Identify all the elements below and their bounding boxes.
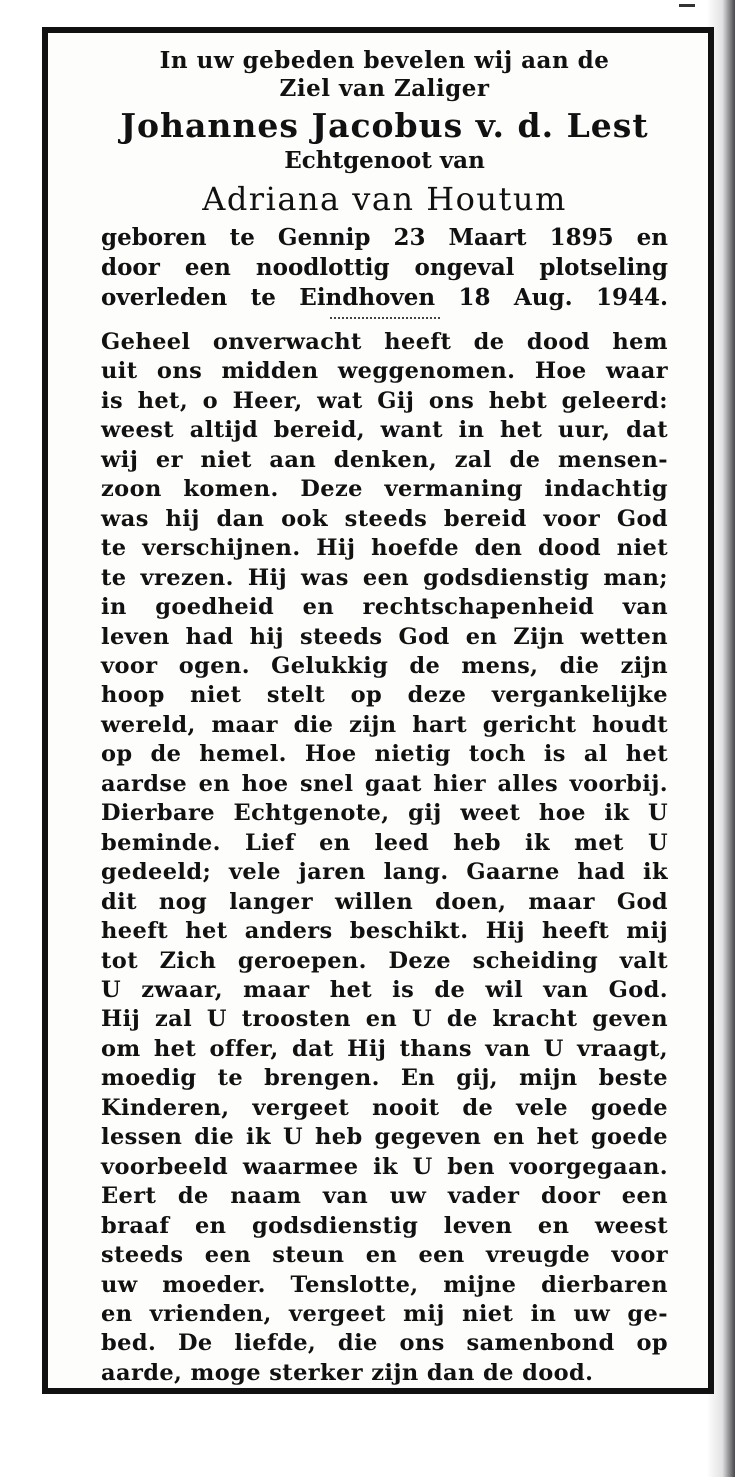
body-line: op de hemel. Hoe nietig toch is al het	[101, 741, 668, 768]
body-line: uit ons midden weggenomen. Hoe waar	[101, 358, 668, 385]
body-line: te vrezen. Hij was een godsdienstig man;	[101, 564, 668, 591]
body-line: is het, o Heer, wat Gij ons hebt geleerd:	[101, 387, 668, 414]
body-line: Geheel onverwacht heeft de dood hem	[101, 329, 668, 355]
body-line: zoon komen. Deze vermaning indachtig	[101, 476, 668, 503]
body-line: Hij zal U troosten en U de kracht geven	[101, 1006, 668, 1033]
body-line: uw moeder. Tenslotte, mijne dierbaren	[101, 1271, 668, 1298]
birth-death-line: overleden te Eindhoven 18 Aug. 1944.	[101, 284, 668, 311]
body-line: U zwaar, maar het is de wil van God.	[101, 976, 668, 1003]
dotted-divider	[330, 317, 440, 322]
body-line: steeds een steun en een vreugde voor	[101, 1242, 668, 1269]
body-line: voor ogen. Gelukkig de mens, die zijn	[101, 652, 668, 679]
body-line: moedig te brengen. En gij, mijn beste	[101, 1065, 668, 1092]
intro-line-2: Ziel van Zaliger	[279, 75, 490, 102]
body-line: lessen die ik U heb gegeven en het goede	[101, 1124, 668, 1151]
memorial-text	[101, 47, 668, 1388]
body-line: beminde. Lief en leed heb ik met U	[101, 829, 668, 856]
body-line: leven had hij steeds God en Zijn wetten	[101, 623, 668, 650]
birth-death-line: geboren te Gennip 23 Maart 1895 en	[101, 224, 668, 251]
birth-death-line: door een noodlottig ongeval plotseling	[101, 254, 668, 281]
body-line: dit nog langer willen doen, maar God	[101, 888, 668, 915]
spouse-label: Echtgenoot van	[284, 147, 485, 174]
body-line: om het offer, dat Hij thans van U vraagt,	[101, 1035, 668, 1062]
memorial-card	[42, 27, 714, 1394]
body-line: en vrienden, vergeet mij niet in uw ge-	[101, 1300, 668, 1327]
scan-mark	[679, 4, 695, 7]
body-line: aarde, moge sterker zijn dan de dood.	[101, 1359, 594, 1386]
deceased-name: Johannes Jacobus v. d. Lest	[120, 106, 649, 145]
body-line: gedeeld; vele jaren lang. Gaarne had ik	[101, 859, 668, 886]
body-line: aardse en hoe snel gaat hier alles voorbij.	[101, 770, 668, 797]
body-line: Kinderen, vergeet nooit de vele goede	[101, 1094, 668, 1121]
memorial-body-text	[101, 328, 668, 1388]
body-line: wij er niet aan denken, zal de mensen-	[101, 446, 668, 473]
body-line: was hij dan ook steeds bereid voor God	[101, 505, 668, 532]
body-line: braaf en godsdienstig leven en weest	[101, 1212, 668, 1239]
body-line: weest altijd bereid, want in het uur, dat	[101, 417, 668, 444]
body-line: in goedheid en rechtschapenheid van	[101, 594, 668, 621]
intro-line-1: In uw gebeden bevelen wij aan de	[159, 47, 610, 74]
body-line: Eert de naam van uw vader door een	[101, 1183, 668, 1210]
body-line: bed. De liefde, die ons samenbond op	[101, 1330, 668, 1357]
body-line: heeft het anders beschikt. Hij heeft mij	[101, 918, 668, 945]
body-line: hoop niet stelt op deze vergankelijke	[101, 682, 668, 709]
body-line: Dierbare Echtgenote, gij weet hoe ik U	[101, 800, 668, 827]
body-line: te verschijnen. Hij hoefde den dood niet	[101, 535, 668, 562]
body-line: tot Zich geroepen. Deze scheiding valt	[101, 947, 668, 974]
spouse-name: Adriana van Houtum	[202, 180, 567, 218]
body-line: voorbeeld waarmee ik U ben voorgegaan.	[101, 1153, 668, 1180]
birth-death-text	[101, 223, 668, 313]
body-line: wereld, maar die zijn hart gericht houdt	[101, 711, 668, 738]
